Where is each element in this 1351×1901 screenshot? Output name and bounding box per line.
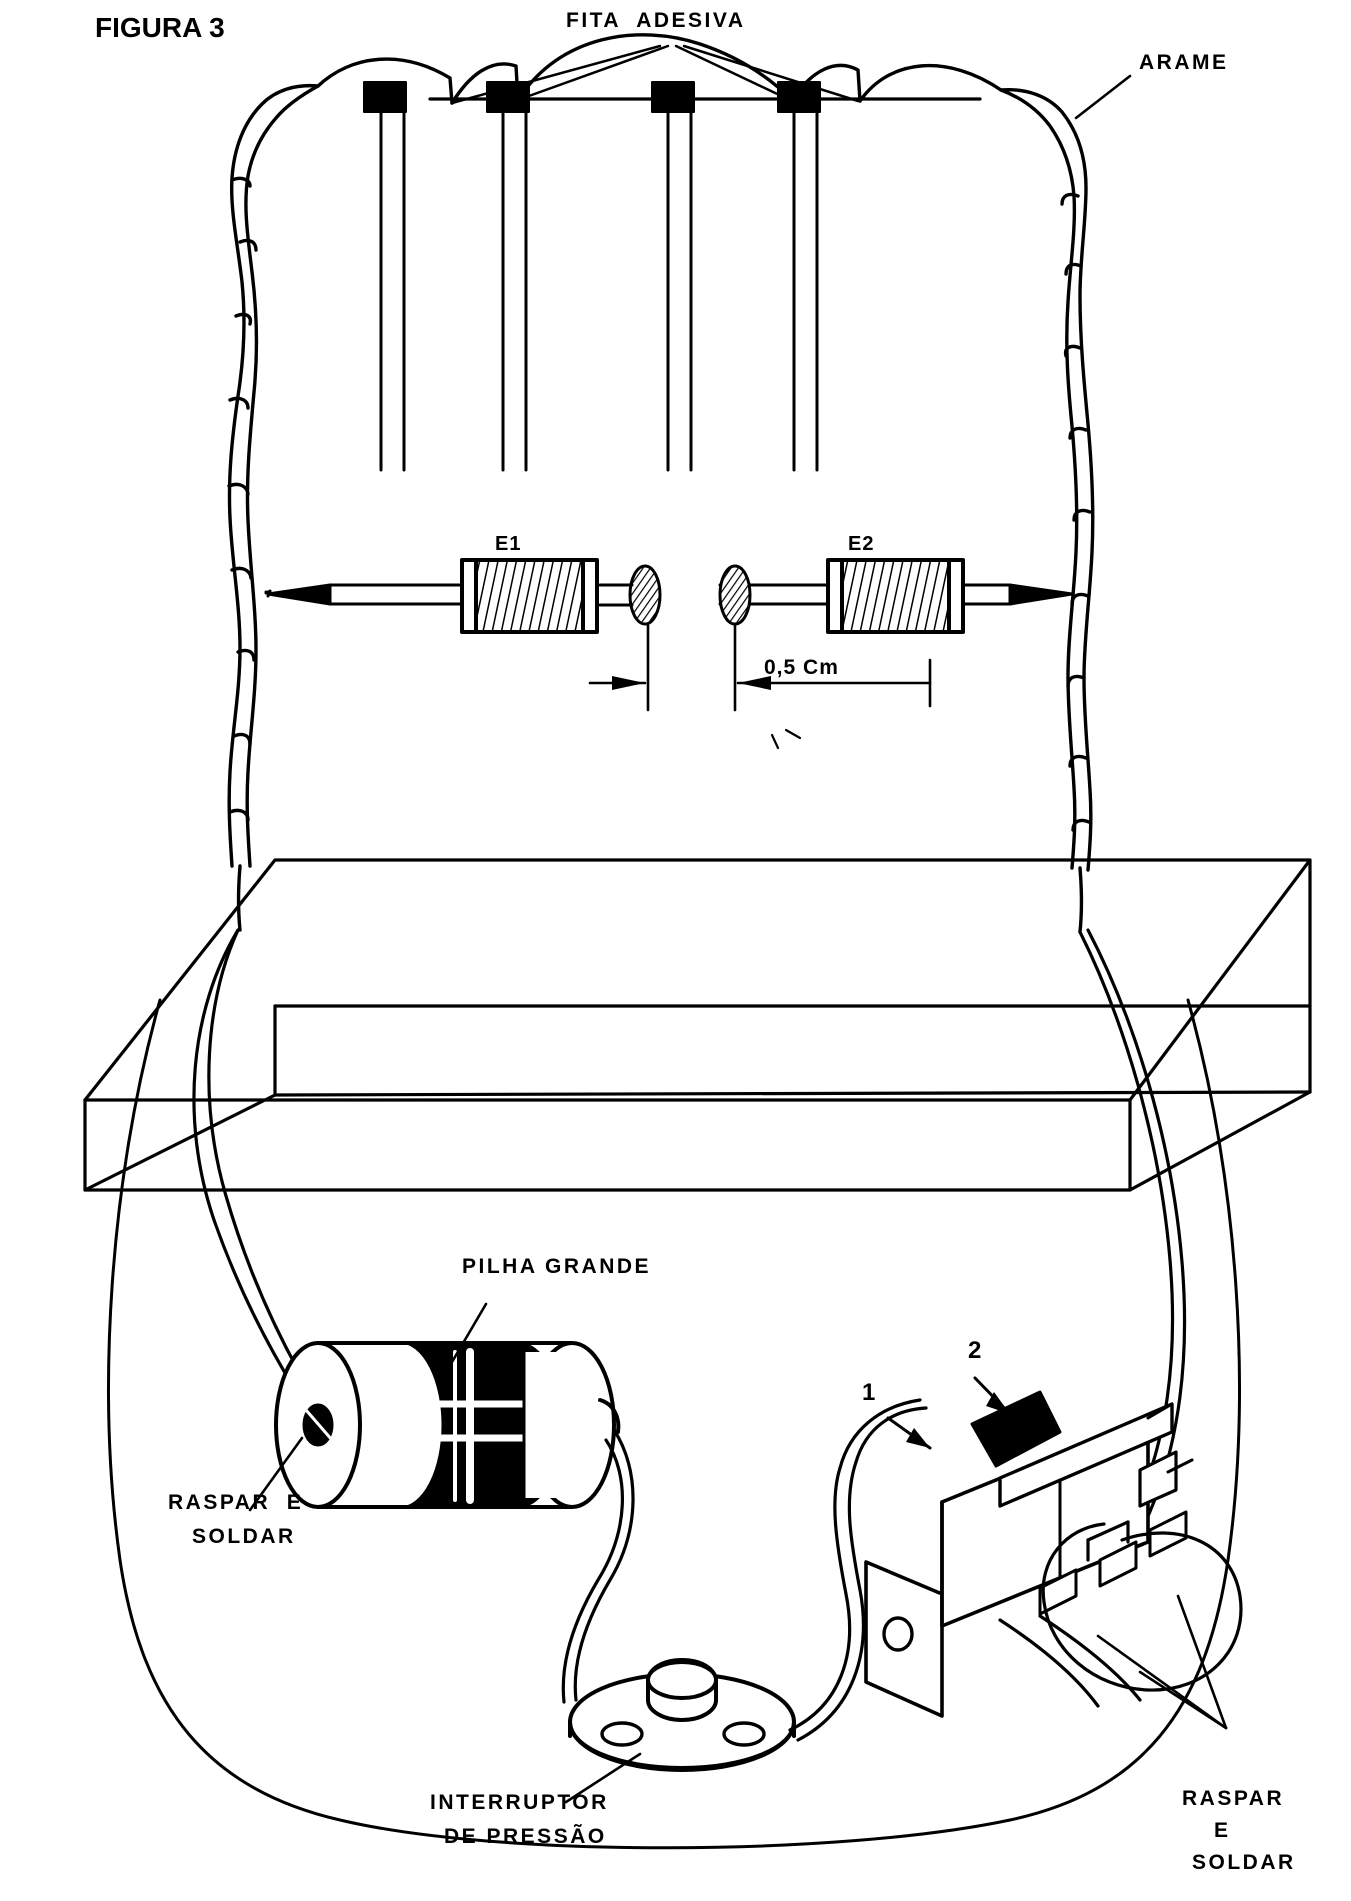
label-raspar-soldar-right-line2: E	[1214, 1819, 1231, 1842]
wire-left-lower	[239, 866, 241, 930]
label-fita-adesiva: FITA ADESIVA	[566, 9, 746, 32]
label-dimension: 0,5 Cm	[764, 656, 839, 679]
label-raspar-soldar-left-line2: SOLDAR	[192, 1525, 296, 1548]
label-raspar-soldar-right-line1: RASPAR	[1182, 1787, 1285, 1810]
label-pilha-grande: PILHA GRANDE	[462, 1255, 652, 1278]
wire-right-lower	[1080, 868, 1082, 932]
label-relay-terminal-1: 1	[862, 1379, 876, 1406]
wire-to-battery	[194, 930, 298, 1388]
label-interruptor-line2: DE PRESSÃO	[444, 1825, 607, 1848]
figure-title: FIGURA 3	[95, 12, 225, 43]
hanging-strips	[381, 112, 817, 470]
label-coil-e1: E1	[495, 533, 522, 555]
arame-leader	[1076, 76, 1130, 118]
table-slab	[85, 860, 1310, 1190]
pressure-switch	[570, 1660, 794, 1770]
scrape-solder-right-leaders	[1098, 1596, 1226, 1728]
label-interruptor-line1: INTERRUPTOR	[430, 1791, 609, 1814]
dimension-0-5-cm	[590, 625, 930, 710]
stray-marks	[772, 730, 800, 748]
wire-switch-to-relay	[790, 1462, 863, 1740]
coil-e1	[462, 560, 597, 632]
coil-e2	[828, 560, 963, 632]
battery	[276, 1343, 618, 1507]
label-raspar-soldar-right-line3: SOLDAR	[1192, 1851, 1296, 1874]
label-raspar-soldar-left-line1: RASPAR E	[168, 1491, 304, 1514]
label-arame: ARAME	[1139, 51, 1229, 74]
label-relay-terminal-2: 2	[968, 1337, 982, 1364]
wire-left-twist	[229, 86, 318, 866]
label-coil-e2: E2	[848, 533, 875, 555]
wire-right-twist	[1001, 90, 1093, 870]
adhesive-tape-blocks	[364, 82, 820, 112]
